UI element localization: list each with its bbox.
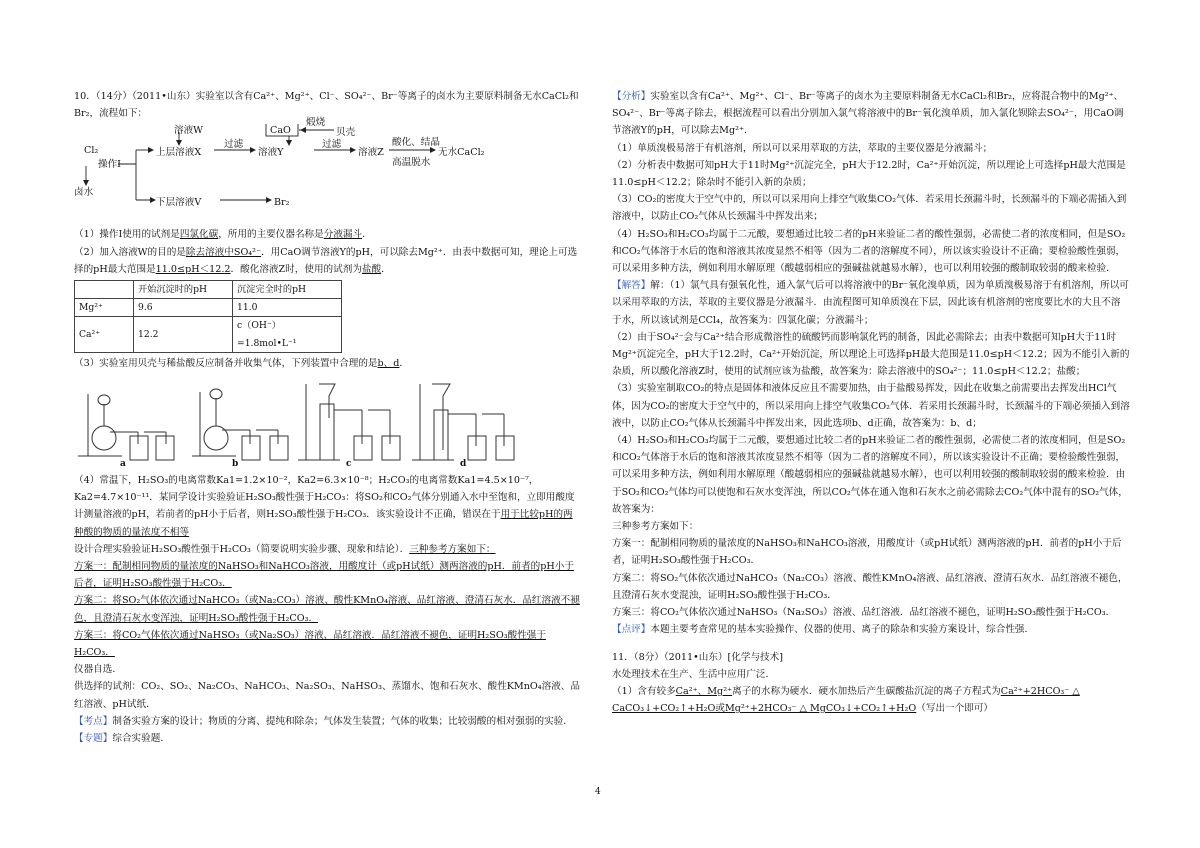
- flowchart: [74, 117, 494, 222]
- page-number: 4: [595, 787, 601, 797]
- apparatus-label-d: d: [460, 459, 467, 470]
- left-column: [74, 88, 582, 747]
- kaodian: 【考点】制备实验方案的设计；物质的分离、提纯和除杂；气体发生装置；气体的收集；比较弱酸的相对强弱的实验．: [74, 715, 573, 727]
- zhuanti: 【专题】综合实验题．: [74, 733, 170, 745]
- flow-filter1: 过滤: [224, 139, 244, 151]
- question-10-3: （3）实验室用贝壳与稀盐酸反应制备并收集气体，下列装置中合理的是b、d．: [74, 357, 409, 369]
- solution-5: 三种参考方案如下：: [612, 521, 699, 533]
- question-11-title: 11．（8分）（2011•山东）[化学与技术]: [612, 651, 783, 663]
- question-11-intro: 水处理技术在生产、生活中应用广泛．: [612, 668, 776, 680]
- solution-3: （3）实验室制取CO₂的特点是固体和液体反应且不需要加热，由于盐酸易挥发，因此在收集之前需要出去挥发出HCl气体，因为CO₂的密度大于空气中的，所以采用向上排空气收集CO₂气体．若采用长颈漏斗时，长颈漏斗的下端必须插入到溶液中，以防止CO₂气体从长颈漏斗中挥发出来，因此选项b、d正确，故答案为：b、d；: [612, 383, 1130, 429]
- plan-2: 方案二：将SO₂气体依次通过NaHCO₃（或Na₂CO₃）溶液、酸性KMnO₄溶液、品红溶液、澄清石灰水．品红溶液不褪色，且澄清石灰水变浑浊，证明H₂SO₃酸性强于H₂CO₃．: [74, 595, 580, 624]
- apparatus-label-a: a: [120, 459, 126, 470]
- question-10-intro: 10．（14分）（2011•山东）实验室以含有Ca²⁺、Mg²⁺、Cl⁻、SO₄²⁻、Br⁻等离子的卤水为主要原料制备无水CaCl₂和Br₂，流程如下：: [74, 91, 579, 120]
- plan-3: 方案三：将CO₂气体依次通过NaHSO₃（或Na₂SO₃）溶液、品红溶液．品红溶液不褪色，证明H₂SO₃酸性强于H₂CO₃．: [74, 629, 546, 659]
- apparatus-label-b: b: [232, 459, 239, 470]
- analysis: 【分析】实验室以含有Ca²⁺、Mg²⁺、Cl⁻、Br⁻等离子的卤水为主要原料制备无水CaCl₂和Br₂，应将混合物中的Mg²⁺、SO₄²⁻、Br⁻等离子除去，根据流程可以看出分别加入氯气将溶液中的Br⁻氧化溴单质，加入氯化钡除去SO₄²⁻，用CaO调节溶液Y的pH，可以除去Mg²⁺．: [612, 91, 1124, 137]
- plan-1: 方案一：配制相同物质的量浓度的NaHSO₃和NaHCO₃溶液，用酸度计（或pH试纸）测两溶液的pH．前者的pH小于后者，证明H₂SO₃酸性强于H₂CO₃．: [74, 561, 574, 590]
- reagent-list: 供选择的试剂：CO₂、SO₂、Na₂CO₃、NaHCO₃、Na₂SO₃、NaHSO₃、蒸馏水、饱和石灰水、酸性KMnO₄溶液、品红溶液、pH试纸．: [74, 681, 580, 710]
- flow-filter2: 过滤: [322, 139, 342, 151]
- review: 【点评】本题主要考查常见的基本实验操作、仪器的使用、离子的除杂和实验方案设计，综合性强．: [612, 624, 1035, 636]
- question-10-1: （1）操作Ⅰ使用的试剂是四氯化碳，所用的主要仪器名称是分液漏斗．: [74, 229, 372, 241]
- analysis-3: （3）CO₂的密度大于空气中的，所以可以采用向上排空气收集CO₂气体．若采用长颈漏斗时，长颈漏斗的下端必需插入到溶液中，以防止CO₂气体从长颈漏斗中挥发出来；: [612, 194, 1127, 223]
- instrument-note: 仪器自选．: [74, 664, 122, 676]
- solution-plan-2: 方案二：将SO₂气体依次通过NaHCO₃（Na₂CO₃）溶液、酸性KMnO₄溶液、品红溶液、澄清石灰水．品红溶液不褪色，且澄清石灰水变混浊，证明H₂SO₃酸性强于H₂CO₃．: [612, 572, 1128, 601]
- flow-cl2: Cl₂: [84, 145, 99, 157]
- question-10-4: （4）常温下，H₂SO₃的电离常数Ka1=1.2×10⁻²，Ka2=6.3×10⁻⁸；H₂CO₃的电离常数Ka1=4.5×10⁻⁷，Ka2=4.7×10⁻¹¹．某同学设计实验验证H₂SO₃酸性强于H₂CO₃：将SO₂和CO₂气体分别通入水中至饱和，立即用酸度计测量溶液的pH，若前者的pH小于后者，则H₂SO₃酸性强于H₂CO₃．该实验设计不正确，错误在于用于比较pH的两种酸的物质的量浓度不相等: [74, 475, 575, 538]
- analysis-1: （1）单质溴极易溶于有机溶剂，所以可以采用萃取的方法，萃取的主要仪器是分液漏斗；: [612, 142, 993, 154]
- question-10-4-design: 设计合理实验验证H₂SO₃酸性强于H₂CO₃（简要说明实验步骤、现象和结论）．三种参考方案如下：: [74, 543, 496, 555]
- flow-sol-y: 溶液Y: [258, 147, 284, 159]
- right-column: [612, 88, 1130, 717]
- table-header-row: 开始沉淀时的pH 沉淀完全时的pH: [75, 281, 342, 299]
- flow-dehydrate: 高温脱水: [392, 157, 431, 169]
- solution-plan-3: 方案三：将CO₂气体依次通过NaHSO₃（Na₂SO₃）溶液、品红溶液．品红溶液不褪色，证明H₂SO₃酸性强于H₂CO₃．: [612, 607, 1116, 619]
- flow-sol-z: 溶液Z: [358, 147, 384, 159]
- flow-cao: CaO: [270, 125, 291, 137]
- solution-2: （2）由于SO₄²⁻会与Ca²⁺结合形成微溶性的硫酸钙而影响氯化钙的制备，因此必需除去；由表中数据可知pH大于11时Mg²⁺沉淀完全，pH大于12.2时，Ca²⁺开始沉淀，所以理论上可选择pH最大范围是11.0≤pH＜12.2；因为不能引入新的杂质，所以酸化溶液Z时，使用的试剂应该为盐酸，故答案为：除去溶液中的SO₄²⁻；11.0≤pH＜12.2；盐酸；: [612, 331, 1130, 378]
- apparatus-label-c: c: [346, 459, 352, 470]
- apparatus-figure: [74, 374, 554, 470]
- flow-acidify: 酸化、结晶: [392, 137, 440, 149]
- solution-4: （4）H₂SO₃和H₂CO₃均属于二元酸，要想通过比较二者的pH来验证二者的酸性强弱，必需使二者的浓度相同，但是SO₂和CO₂气体溶于水后的饱和溶液其浓度显然不相等（因为二者的溶解度不同），所以该实验设计不正确；要检验酸性强弱，可以采用多种方法，例如利用水解原理（酸越弱相应的强碱盐就越易水解），也可以利用较强的酸制取较弱的酸来检验．由于SO₂和CO₂气体均可以使饱和石灰水变浑浊，所以CO₂气体在通入饱和石灰水之前必需除去CO₂气体中混有的SO₂气体，故答案为：: [612, 435, 1128, 515]
- analysis-2: （2）分析表中数据可知pH大于11时Mg²⁺沉淀完全，pH大于12.2时，Ca²⁺开始沉淀，所以理论上可选择pH最大范围是11.0≤pH＜12.2；除杂时不能引入新的杂质；: [612, 159, 1126, 189]
- solution-plan-1: 方案一：配制相同物质的量浓度的NaHSO₃和NaHCO₃溶液，用酸度计（或pH试纸）测两溶液的pH．前者的pH小于后者，证明H₂SO₃酸性强于H₂CO₃．: [612, 538, 1122, 567]
- flow-br2: Br₂: [274, 197, 290, 209]
- flow-cacl2: 无水CaCl₂: [438, 147, 485, 159]
- flow-shell: 贝壳: [336, 127, 356, 139]
- flow-op1: 操作Ⅰ: [98, 159, 121, 171]
- analysis-4: （4）H₂SO₃和H₂CO₃均属于二元酸，要想通过比较二者的pH来验证二者的酸性强弱，必需使二者的浓度相同，但是SO₂和CO₂气体溶于水后的饱和溶液其浓度显然不相等（因为二者的溶解度不同），所以该实验设计不正确；要检验酸性强弱，可以采用多种方法，例如利用水解原理（酸越弱相应的强碱盐就越易水解），也可以利用较强的酸制取较弱的酸来检验．: [612, 228, 1126, 275]
- apparatus-drawings: [74, 374, 554, 470]
- table-row: Mg²⁺ 9.6 11.0: [75, 299, 342, 317]
- solution-1: 【解答】解：（1）氯气具有强氧化性，通入氯气后可以将溶液中的Br⁻氧化溴单质，因为单质溴极易溶于有机溶剂，所以可以采用萃取的方法，萃取的主要仪器是分液漏斗．由流程图可知单质溴在下层，因此该有机溶剂的密度要比水的大且不溶于水，所以该试剂是CCl₄，故答案为：四氯化碳；分液漏斗；: [612, 280, 1129, 326]
- flow-upper-x: 上层溶液X: [156, 147, 202, 159]
- flow-lower-v: 下层溶液V: [156, 197, 202, 209]
- ph-table: [74, 280, 342, 353]
- flow-calcine: 煅烧: [306, 117, 326, 129]
- flow-sol-w: 溶液W: [174, 125, 204, 137]
- question-10-2: （2）加入溶液W的目的是除去溶液中SO₄²⁻．用CaO调节溶液Y的pH，可以除去Mg²⁺．由表中数据可知，理论上可选择的pH最大范围是11.0≤pH＜12.2．酸化溶液Z时，使用的试剂为盐酸．: [74, 246, 578, 275]
- flow-brine: 卤水: [74, 187, 94, 199]
- table-row: Ca²⁺ 12.2 c（OH⁻）=1.8mol•L⁻¹: [75, 317, 342, 352]
- question-11-1: （1）含有较多Ca²⁺、Mg²⁺离子的水称为硬水．硬水加热后产生碳酸盐沉淀的离子方程式为Ca²⁺+2HCO₃⁻ △ CaCO₃↓+CO₂↑+H₂O或Mg²⁺+2HCO₃⁻ △ MgCO₃↓+CO₂↑+H₂O（写出一个即可）: [612, 685, 1080, 715]
